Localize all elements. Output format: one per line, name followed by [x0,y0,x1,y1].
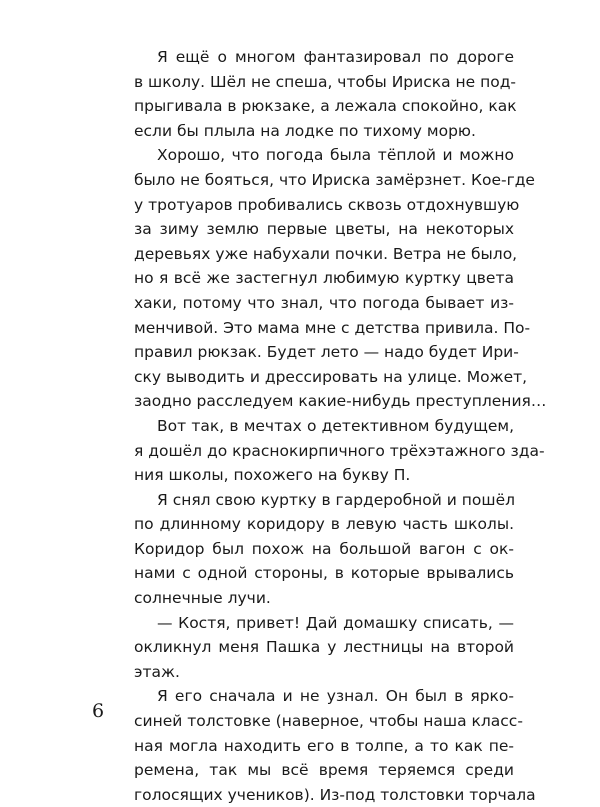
text-line: деревьях уже набухали почки. Ветра не было, [134,244,518,263]
text-line: если бы плыла на лодке по тихому морю. [134,121,476,140]
text-line: ремена, так мы всё время теряемся среди [134,761,514,780]
text-line: Я его сначала и не узнал. Он был в ярко- [157,687,514,706]
text-line: менчивой. Это мама мне с детства привила. По- [134,318,531,337]
text-line: но я всё же застегнул любимую куртку цвета [134,269,514,288]
text-line: Я ещё о многом фантазировал по дороге [157,48,514,66]
text-line: было не бояться, что Ириска замёрзнет. Кое-где [134,170,535,189]
text-line: заодно расследуем какие-нибудь преступления… [134,392,547,411]
text-line: хаки, потому что знал, что погода бывает из- [134,293,514,312]
text-line: Я снял свою куртку в гардеробной и пошёл [157,490,516,509]
text-line: ния школы, похожего на букву П. [134,466,411,485]
text-line: окликнул меня Пашка у лестницы на второй [134,638,514,657]
text-line: синей толстовке (наверное, чтобы наша класс- [134,712,523,731]
text-line: Вот так, в мечтах о детективном будущем, [157,416,514,435]
text-line: я дошёл до краснокирпичного трёхэтажного зда- [134,441,545,460]
text-line: этаж. [134,662,180,681]
text-line: у тротуаров пробивались сквозь отдохнувшую [134,195,520,214]
text-line: солнечные лучи. [134,589,271,608]
text-line: по длинному коридору в левую часть школы. [134,515,514,534]
text-line: ску выводить и дрессировать на улице. Может, [134,367,528,386]
text-line: — Костя, привет! Дай домашку списать, — [157,613,514,632]
text-line: нами с одной стороны, в которые врывались [134,564,514,583]
body-text [134,45,547,807]
text-line: в школу. Шёл не спеша, чтобы Ириска не под- [134,72,517,91]
text-line: ная могла находить его в толпе, а то как пе- [134,736,514,755]
text-line: голосящих учеников). Из-под толстовки торчала [134,785,536,804]
page-number: 6 [92,700,105,722]
text-line: Хорошо, что погода была тёплой и можно [157,146,514,165]
text-line: Коридор был похож на большой вагон с ок- [134,539,514,558]
text-line: прыгивала в рюкзаке, а лежала спокойно, как [134,97,517,116]
text-line: за зиму землю первые цветы, на некоторых [134,220,514,239]
text-line: правил рюкзак. Будет лето — надо будет Ири- [134,343,519,362]
